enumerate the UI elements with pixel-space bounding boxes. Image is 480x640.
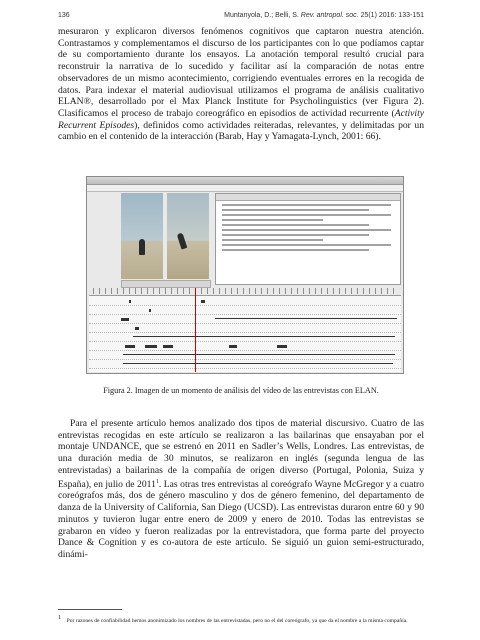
annotation-segment bbox=[229, 345, 237, 348]
annotation-segment bbox=[133, 336, 395, 337]
timeline-ruler bbox=[93, 288, 399, 294]
annotation-segment bbox=[129, 300, 131, 303]
dancer-figure bbox=[139, 239, 145, 255]
citation bbox=[224, 12, 424, 19]
footnote bbox=[58, 615, 436, 625]
transcript-line bbox=[222, 249, 369, 251]
annotation-segment bbox=[149, 309, 151, 312]
dancer-figure bbox=[177, 232, 188, 249]
paragraph-text: ), definidos como actividades reiteradas, relevantes, y delimitadas por un cambio en el contenido de la interacción (Barab, Hay y Yamagata-Lynch, 2001: 66). bbox=[58, 119, 424, 143]
annotation-segment bbox=[123, 354, 395, 355]
italic-term: Activity Recurrent Episodes bbox=[58, 107, 424, 131]
tier-row bbox=[89, 343, 401, 351]
tier-row bbox=[89, 316, 401, 324]
authors: Muntanyola, D.; Belli, S. bbox=[224, 12, 299, 19]
annotation-segment bbox=[215, 318, 397, 319]
annotation-segment bbox=[201, 300, 205, 303]
transcript-line bbox=[222, 244, 391, 246]
window-menubar bbox=[87, 185, 403, 192]
annotation-tiers bbox=[89, 295, 401, 372]
annotation-segment bbox=[135, 327, 139, 330]
transcript-line bbox=[222, 229, 391, 231]
figure-caption: Figura 2. Imagen de un momento de análisis del vídeo de las entrevistas con ELAN. bbox=[103, 386, 379, 395]
annotation-segment bbox=[121, 318, 129, 321]
paragraph-text: mesuraron y explicaron diversos fenómenos cognitivos que captaron nuestra atención. Contrastamos y complementamos el discurso de los participantes con lo que podíamos captar de su comportamiento durante los ensayos. La anotación temporal resultó crucial para reconstruir la narrativa de lo sucedido y facilitar así la comparación de notas entre observadores de un mismo acontecimiento, corrigiendo eventuales errores en la recogida de datos. Para indexar el material audiovisual utilizamos el programa de análisis cualitativo ELAN®, desarrollado por el Max Planck Institute for Psycholinguistics (ver Figura 2). Clasificamos el proceso de trabajo coreográfico en episodios de actividad recurrente ( bbox=[58, 26, 424, 119]
footnote-separator bbox=[58, 609, 122, 610]
transcript-line bbox=[222, 204, 391, 206]
paragraph-text: . Las otras tres entrevistas al coreógrafo Wayne McGregor y a cuatro coreógrafos más, dos de género masculino y dos de género femenino, del departamento de danza de la University of California, San Diego (UCSD). Las entrevistas duraron entre 60 y 90 minutos y tuvieron lugar entre enero de 2009 y enero de 2010. Todas las entrevistas se grabaron en vídeo y fueron realizadas por la entrevistadora, que forma parte del proyecto Dance & Cognition y es co-autora de este artículo. Se siguió un guion semi-estructurado, dinámi- bbox=[58, 478, 424, 560]
video-frame-2 bbox=[167, 193, 209, 279]
annotation-segment bbox=[163, 345, 173, 348]
window-titlebar bbox=[87, 177, 403, 185]
transcript-line bbox=[222, 234, 369, 236]
annotation-segment bbox=[123, 363, 393, 364]
panel-tabs bbox=[216, 194, 400, 201]
video-frame-1 bbox=[121, 193, 163, 279]
tier-row bbox=[89, 298, 401, 306]
body-paragraph-2 bbox=[58, 418, 424, 561]
annotation-segment bbox=[125, 345, 135, 348]
transcript-line bbox=[222, 239, 323, 241]
playhead-cursor bbox=[195, 288, 196, 372]
tier-row bbox=[89, 307, 401, 315]
footnote-marker[interactable]: 1 bbox=[155, 478, 159, 485]
annotation-segment bbox=[277, 345, 287, 348]
body-paragraph-1 bbox=[58, 26, 424, 143]
annotation-segment bbox=[145, 345, 157, 348]
elan-screenshot-figure bbox=[86, 176, 404, 374]
running-header bbox=[58, 12, 424, 19]
page-number: 136 bbox=[58, 12, 70, 19]
transcript-line bbox=[222, 224, 369, 226]
tier-row bbox=[89, 325, 401, 333]
transcript-panel bbox=[215, 193, 401, 285]
transcript-line bbox=[222, 209, 369, 211]
transcript-line bbox=[222, 214, 391, 216]
journal-name: Rev. antropol. soc. bbox=[300, 12, 359, 19]
footnote-number: 1 bbox=[58, 615, 61, 621]
volume-issue: 25(1) 2016: 133-151 bbox=[360, 12, 424, 19]
tier-row bbox=[89, 352, 401, 360]
footnote-text: Por razones de confiabilidad hemos anonimizado los nombres de las entrevistadas, pero no el del coreógrafo, ya que da el nombre a la misma compañía. bbox=[66, 617, 408, 624]
media-controls bbox=[121, 280, 211, 288]
tier-row bbox=[89, 334, 401, 342]
paragraph-text: Para el presente artículo hemos analizado dos tipos de material discursivo. Cuatro de las entrevistas recogidas en este artículo se realizaron a las bailarinas que ensayaban por el montaje UNDANCE, que se estrenó en 2011 en Sadler’s Wells, Londres. Las entrevistas, de una duración media de 30 minutos, se realizaron en inglés (segunda lengua de las entrevistadas) a bailarinas de la compañía de origen diverso (Portugal, Polonia, Suiza y España), en julio de 2011 bbox=[58, 418, 424, 490]
transcript-line bbox=[222, 219, 323, 221]
tier-row bbox=[89, 361, 401, 369]
